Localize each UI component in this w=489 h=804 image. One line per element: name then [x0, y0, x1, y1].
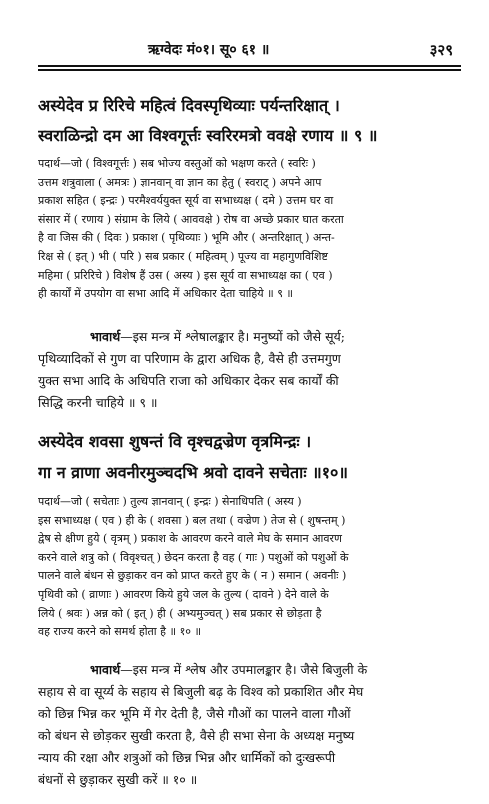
- text-line: सहाय से वा सूर्य्य के सहाय से बिजुली बढ़ के विश्व को प्रकाशित और मेघ: [38, 684, 364, 699]
- text-line: पृथिव्यादिकों से गुण वा परिणाम के द्वारा अधिक है, वैसे ही उत्तमगुण: [38, 351, 341, 366]
- text-line: को बंधन से छोड़कर सुखी करता है, वैसे ही सभा सेना के अध्यक्ष मनुष्य: [38, 728, 355, 743]
- text-line: द्वेष से क्षीण हुये ( वृत्रम् ) प्रकाश के आवरण करने वाले मेघ के समान आवरण: [38, 532, 342, 546]
- text-line: प्रकाश सहित ( इन्द्रः ) परमैश्वर्ययुक्त सूर्य वा सभाध्यक्ष ( दमे ) उत्तम घर वा: [38, 194, 334, 208]
- text-line: इस सभाध्यक्ष ( एव ) ही के ( शवसा ) बल तथा ( वज्रेण ) तेज से ( शुषन्तम् ): [38, 513, 346, 527]
- header-rule: [38, 69, 461, 71]
- mantra-10-line-1: अस्येदेव शवसा शुषन्तं वि वृश्चद्वज्रेण वृत्रमिन्द्रः ।: [38, 432, 312, 451]
- bhavartha-10: [38, 659, 461, 791]
- text-line: वह राज्य करने को समर्थ होता है ॥ १० ॥: [38, 625, 202, 639]
- page-header: [0, 40, 489, 62]
- text-line: को छिन्न भिन्न कर भूमि में गेर देती है, जैसे गौओं का पालने वाला गौओं: [38, 706, 351, 721]
- text-line: उत्तम शत्रुवाला ( अमत्रः ) ज्ञानवान् वा ज्ञान का हेतु ( स्वराट् ) अपने आप: [38, 175, 322, 189]
- text-line: करने वाले शत्रु को ( विवृश्चत् ) छेदन करता है वह ( गाः ) पशुओं को पशुओं के: [38, 550, 349, 564]
- text-line: रिक्ष से ( इत् ) भी ( परि ) सब प्रकार ( महित्वम् ) पूज्य वा महागुणविशिष्ट: [38, 249, 328, 263]
- text-line: लिये ( श्रवः ) अन्न को ( इत् ) ही ( अभ्यमुञ्चत् ) सब प्रकार से छोड़ता है: [38, 606, 322, 620]
- header-rule: [38, 65, 461, 67]
- bhavartha-label: भावार्थ: [90, 329, 121, 344]
- text-line: पदार्थ—जो ( विश्वगूर्त्तः ) सब भोज्य वस्तुओं को भक्षण करते ( स्वरिः ): [38, 157, 316, 170]
- text-line: पदार्थ—जो ( सचेताः ) तुल्य ज्ञानवान् ( इन्द्रः ) सेनाधिपति ( अस्य ): [38, 495, 302, 508]
- text-line: भावार्थ—इस मन्त्र में श्लेष और उपमालङ्कार है। जैसे बिजुली के: [90, 662, 368, 677]
- bhavartha-9: [38, 326, 461, 414]
- padartha-10: [38, 493, 461, 642]
- padartha-9: [38, 155, 461, 304]
- text-line: युक्त सभा आदि के अधिपति राजा को अधिकार देकर सब कार्यों की: [38, 373, 339, 388]
- mantra-9-line-2: स्वराळिन्द्रो दम आ विश्वगूर्त्तः स्वरिरमत्रो ववक्षे रणाय ॥ ९ ॥: [38, 126, 378, 145]
- page-number: ३२९: [429, 41, 453, 59]
- mantra-10-line-2: गा न व्राणा अवनीरमुञ्चदभि श्रवो दावने सचेताः ॥१०॥: [38, 463, 348, 482]
- text-line: भावार्थ—इस मन्त्र में श्लेषालङ्कार है। मनुष्यों को जैसे सूर्य;: [90, 329, 346, 344]
- text-line: पालने वाले बंधन से छुड़ाकर वन को प्राप्त करते हुए के ( न ) समान ( अवनीः ): [38, 569, 347, 583]
- text-line: बंधनों से छुड़ाकर सुखी करें ॥ १० ॥: [38, 772, 198, 787]
- text-line: संसार में ( रणाय ) संग्राम के लिये ( आववक्षे ) रोष वा अच्छे प्रकार घात करता: [38, 212, 344, 226]
- text-line: ही कार्यों में उपयोग वा सभा आदि में अधिकार देता चाहिये ॥ ९ ॥: [38, 287, 294, 301]
- running-title: ऋग्वेदः मं०१। सू० ६१ ॥: [148, 42, 270, 58]
- mantra-9-line-1: अस्येदेव प्र रिरिचे महित्वं दिवस्पृथिव्याः पर्यन्तरिक्षात् ।: [38, 96, 340, 115]
- text-line: महिमा ( प्ररिरिचे ) विशेष हैं उस ( अस्य ) इस सूर्य वा सभाध्यक्ष का ( एव ): [38, 268, 333, 282]
- text-line: सिद्धि करनी चाहिये ॥ ९ ॥: [38, 395, 158, 410]
- text-line: है वा जिस की ( दिवः ) प्रकाश ( पृथिव्याः ) भूमि और ( अन्तरिक्षात् ) अन्त-: [38, 231, 335, 245]
- text-line: पृथिवी को ( व्राणाः ) आवरण किये हुये जल के तुल्य ( दावने ) देने वाले के: [38, 587, 329, 601]
- text-line: न्याय की रक्षा और शत्रुओं को छिन्न भिन्न और धार्मिकों को दुःखरूपी: [38, 750, 336, 765]
- bhavartha-label: भावार्थ: [90, 662, 121, 677]
